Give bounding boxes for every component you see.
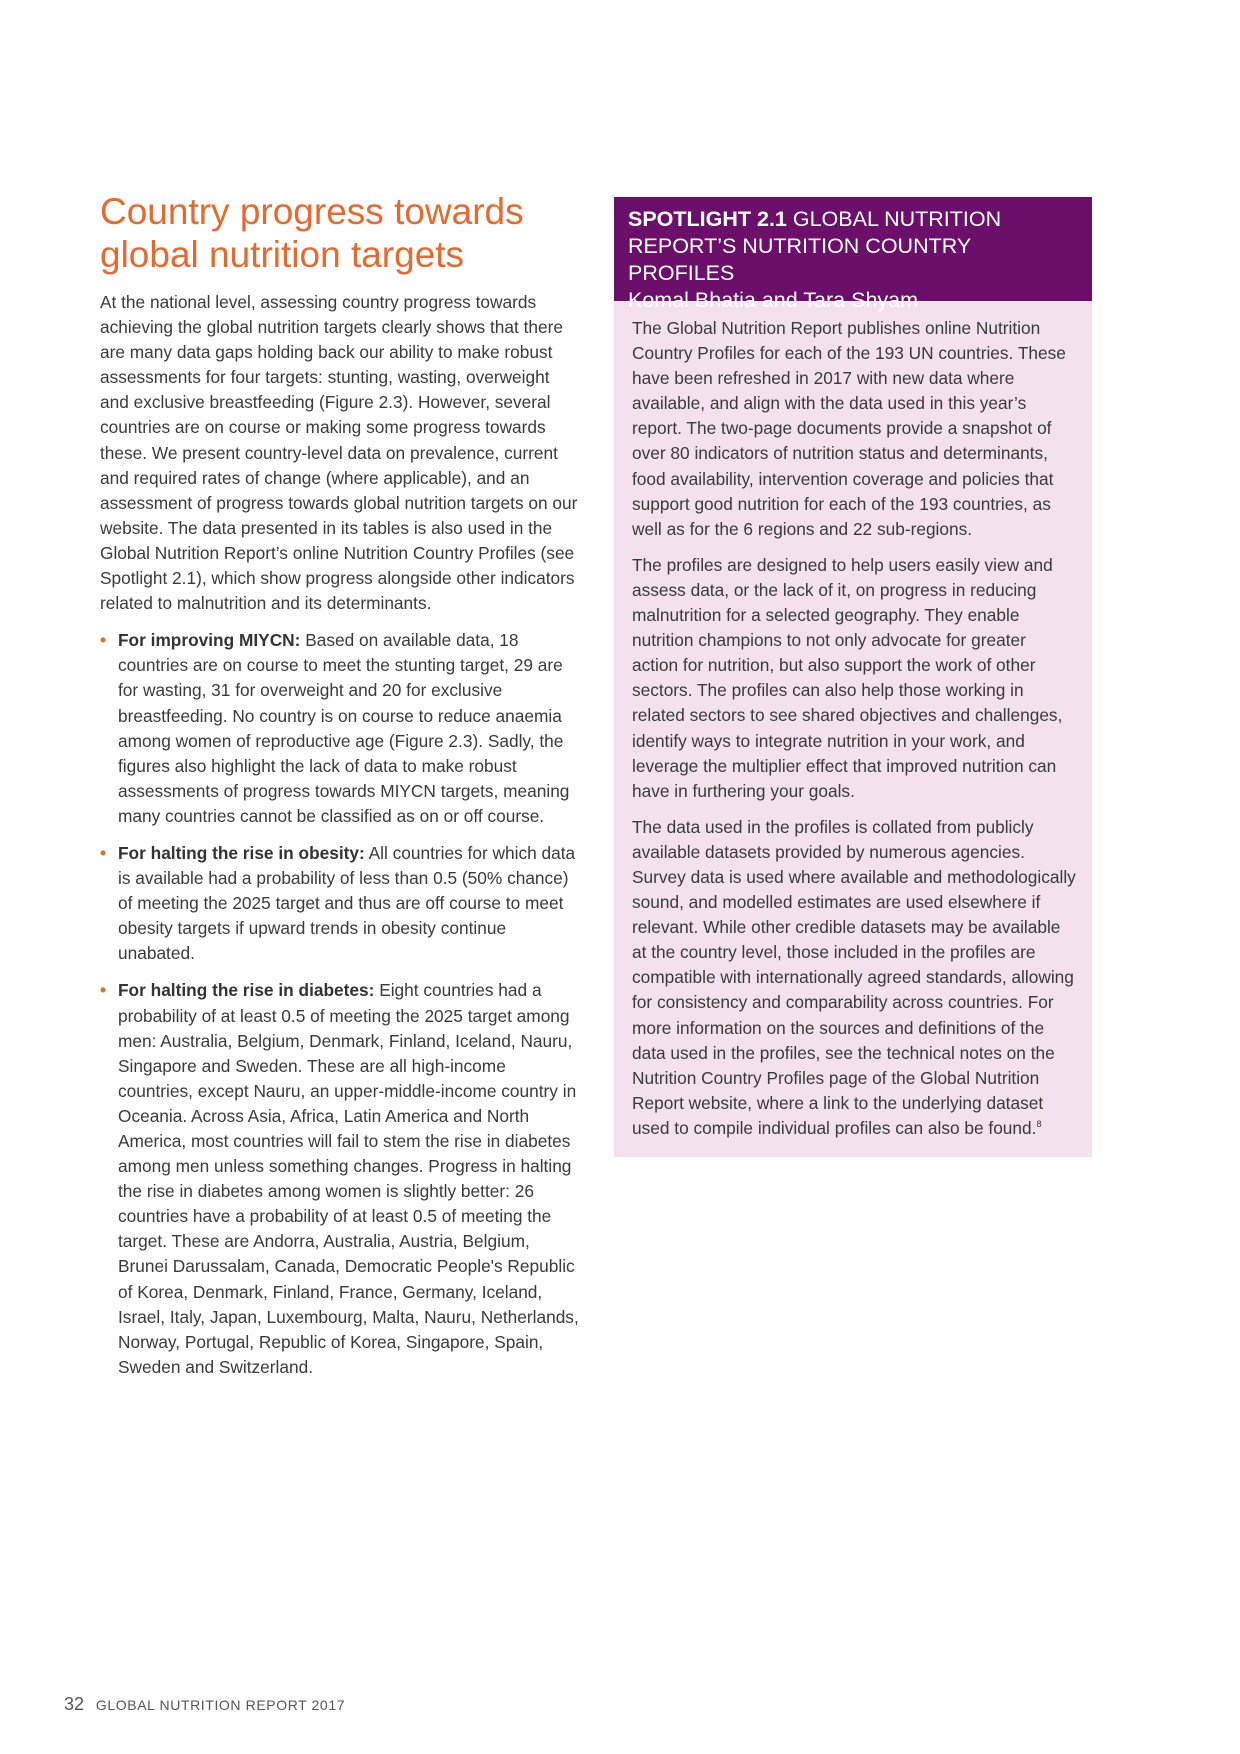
spotlight-label: SPOTLIGHT 2.1: [628, 207, 787, 231]
bullet-text: All countries for which data is available had a probability of less than 0.5 (50% chance) of meeting the 2025 target and thus are off course to meet obesity targets if upward trends in obesity continue unabated.: [118, 842, 576, 964]
footer-report-title: GLOBAL NUTRITION REPORT 2017: [95, 1697, 346, 1713]
bullet-marker: •: [100, 980, 107, 1001]
target-bullet-list: [100, 628, 580, 1380]
bullet-lead: For improving MIYCN:: [118, 630, 301, 651]
spotlight-authors: Komal Bhatia and Tara Shyam: [628, 288, 919, 312]
spotlight-paragraph: The profiles are designed to help users easily view and assess data, or the lack of it, on progress in reducing malnutrition for a selected geography. They enable nutrition champions to not only advocate for greater action for nutrition, but also support the work of other sectors. The profiles can also help those working in related sectors to see shared objectives and challenges, identify ways to integrate nutrition in your work, and leverage the multiplier effect that improved nutrition can have in furthering your goals.: [632, 554, 1063, 801]
spotlight-heading: GLOBAL NUTRITION REPORT’S NUTRITION COUNTRY PROFILES: [628, 207, 1002, 285]
spotlight-body: [614, 301, 1092, 1157]
footnote-ref: 8: [1036, 1119, 1042, 1130]
page-footer: [64, 1694, 345, 1715]
spotlight-box: [614, 197, 1092, 1157]
spotlight-header: [614, 197, 1092, 312]
bullet-lead: For halting the rise in diabetes:: [118, 980, 375, 1001]
main-column: [100, 190, 580, 1380]
bullet-miycn: [100, 628, 580, 829]
spotlight-paragraph-text: The data used in the profiles is collated from publicly available datasets provided by numerous agencies. Survey data is used where available and methodologically sound, and modelled estimates are used elsewhere if relevant. While other credible datasets may be available at the country level, those included in the profiles are compatible with internationally agreed standards, allowing for consistency and comparability across countries. For more information on the sources and definitions of the data used in the profiles, see the technical notes on the Nutrition Country Profiles page of the Global Nutrition Report website, where a link to the underlying dataset used to compile individual profiles can also be found.: [632, 816, 1076, 1138]
bullet-text: Eight countries had a probability of at least 0.5 of meeting the 2025 target among men: Australia, Belgium, Denmark, Finland, Iceland, Nauru, Singapore and Sweden. These are all high-income countries, except Nauru, an upper-middle-income country in Oceania. Across Asia, Africa, Latin America and North America, most countries will fail to stem the rise in diabetes among men unless something changes. Progress in halting the rise in diabetes among women is slightly better: 26 countries have a probability of at least 0.5 of meeting the target. These are Andorra, Australia, Austria, Belgium, Brunei Darussalam, Canada, Democratic People's Republic of Korea, Denmark, Finland, France, Germany, Iceland, Israel, Italy, Japan, Luxembourg, Malta, Nauru, Netherlands, Norway, Portugal, Republic of Korea, Singapore, Spain, Sweden and Switzerland.: [118, 980, 579, 1377]
bullet-text: Based on available data, 18 countries are on course to meet the stunting target, 29 are for wasting, 31 for overweight and 20 for exclusive breastfeeding. No country is on course to reduce anaemia among women of reproductive age (Figure 2.3). Sadly, the figures also highlight the lack of data to make robust assessments of progress towards MIYCN targets, meaning many countries cannot be classified as on or off course.: [118, 630, 570, 826]
spotlight-paragraph: The Global Nutrition Report publishes online Nutrition Country Profiles for each of the 193 UN countries. These have been refreshed in 2017 with new data where available, and align with the data used in this year’s report. The two-page documents provide a snapshot of over 80 indicators of nutrition status and determinants, food availability, intervention coverage and policies that support good nutrition for each of the 193 countries, as well as for the 6 regions and 22 sub-regions.: [632, 318, 1066, 539]
page-number: 32: [64, 1694, 85, 1714]
bullet-marker: •: [100, 630, 107, 651]
intro-paragraph: At the national level, assessing country progress towards achieving the global nutrition targets clearly shows that there are many data gaps holding back our ability to make robust assessments for four targets: stunting, wasting, overweight and exclusive breastfeeding (Figure 2.3). However, several countries are on course or making some progress towards these. We present country-level data on prevalence, current and required rates of change (where applicable), and an assessment of progress towards global nutrition targets on our website. The data presented in its tables is also used in the Global Nutrition Report’s online Nutrition Country Profiles (see Spotlight 2.1), which show progress alongside other indicators related to malnutrition and its determinants.: [100, 292, 578, 614]
bullet-obesity: [100, 841, 580, 966]
section-title: Country progress towards global nutrition targets: [100, 191, 524, 275]
bullet-lead: For halting the rise in obesity:: [118, 842, 365, 863]
bullet-marker: •: [100, 842, 107, 863]
spotlight-paragraph-last: [632, 815, 1076, 1141]
bullet-diabetes: [100, 978, 580, 1380]
